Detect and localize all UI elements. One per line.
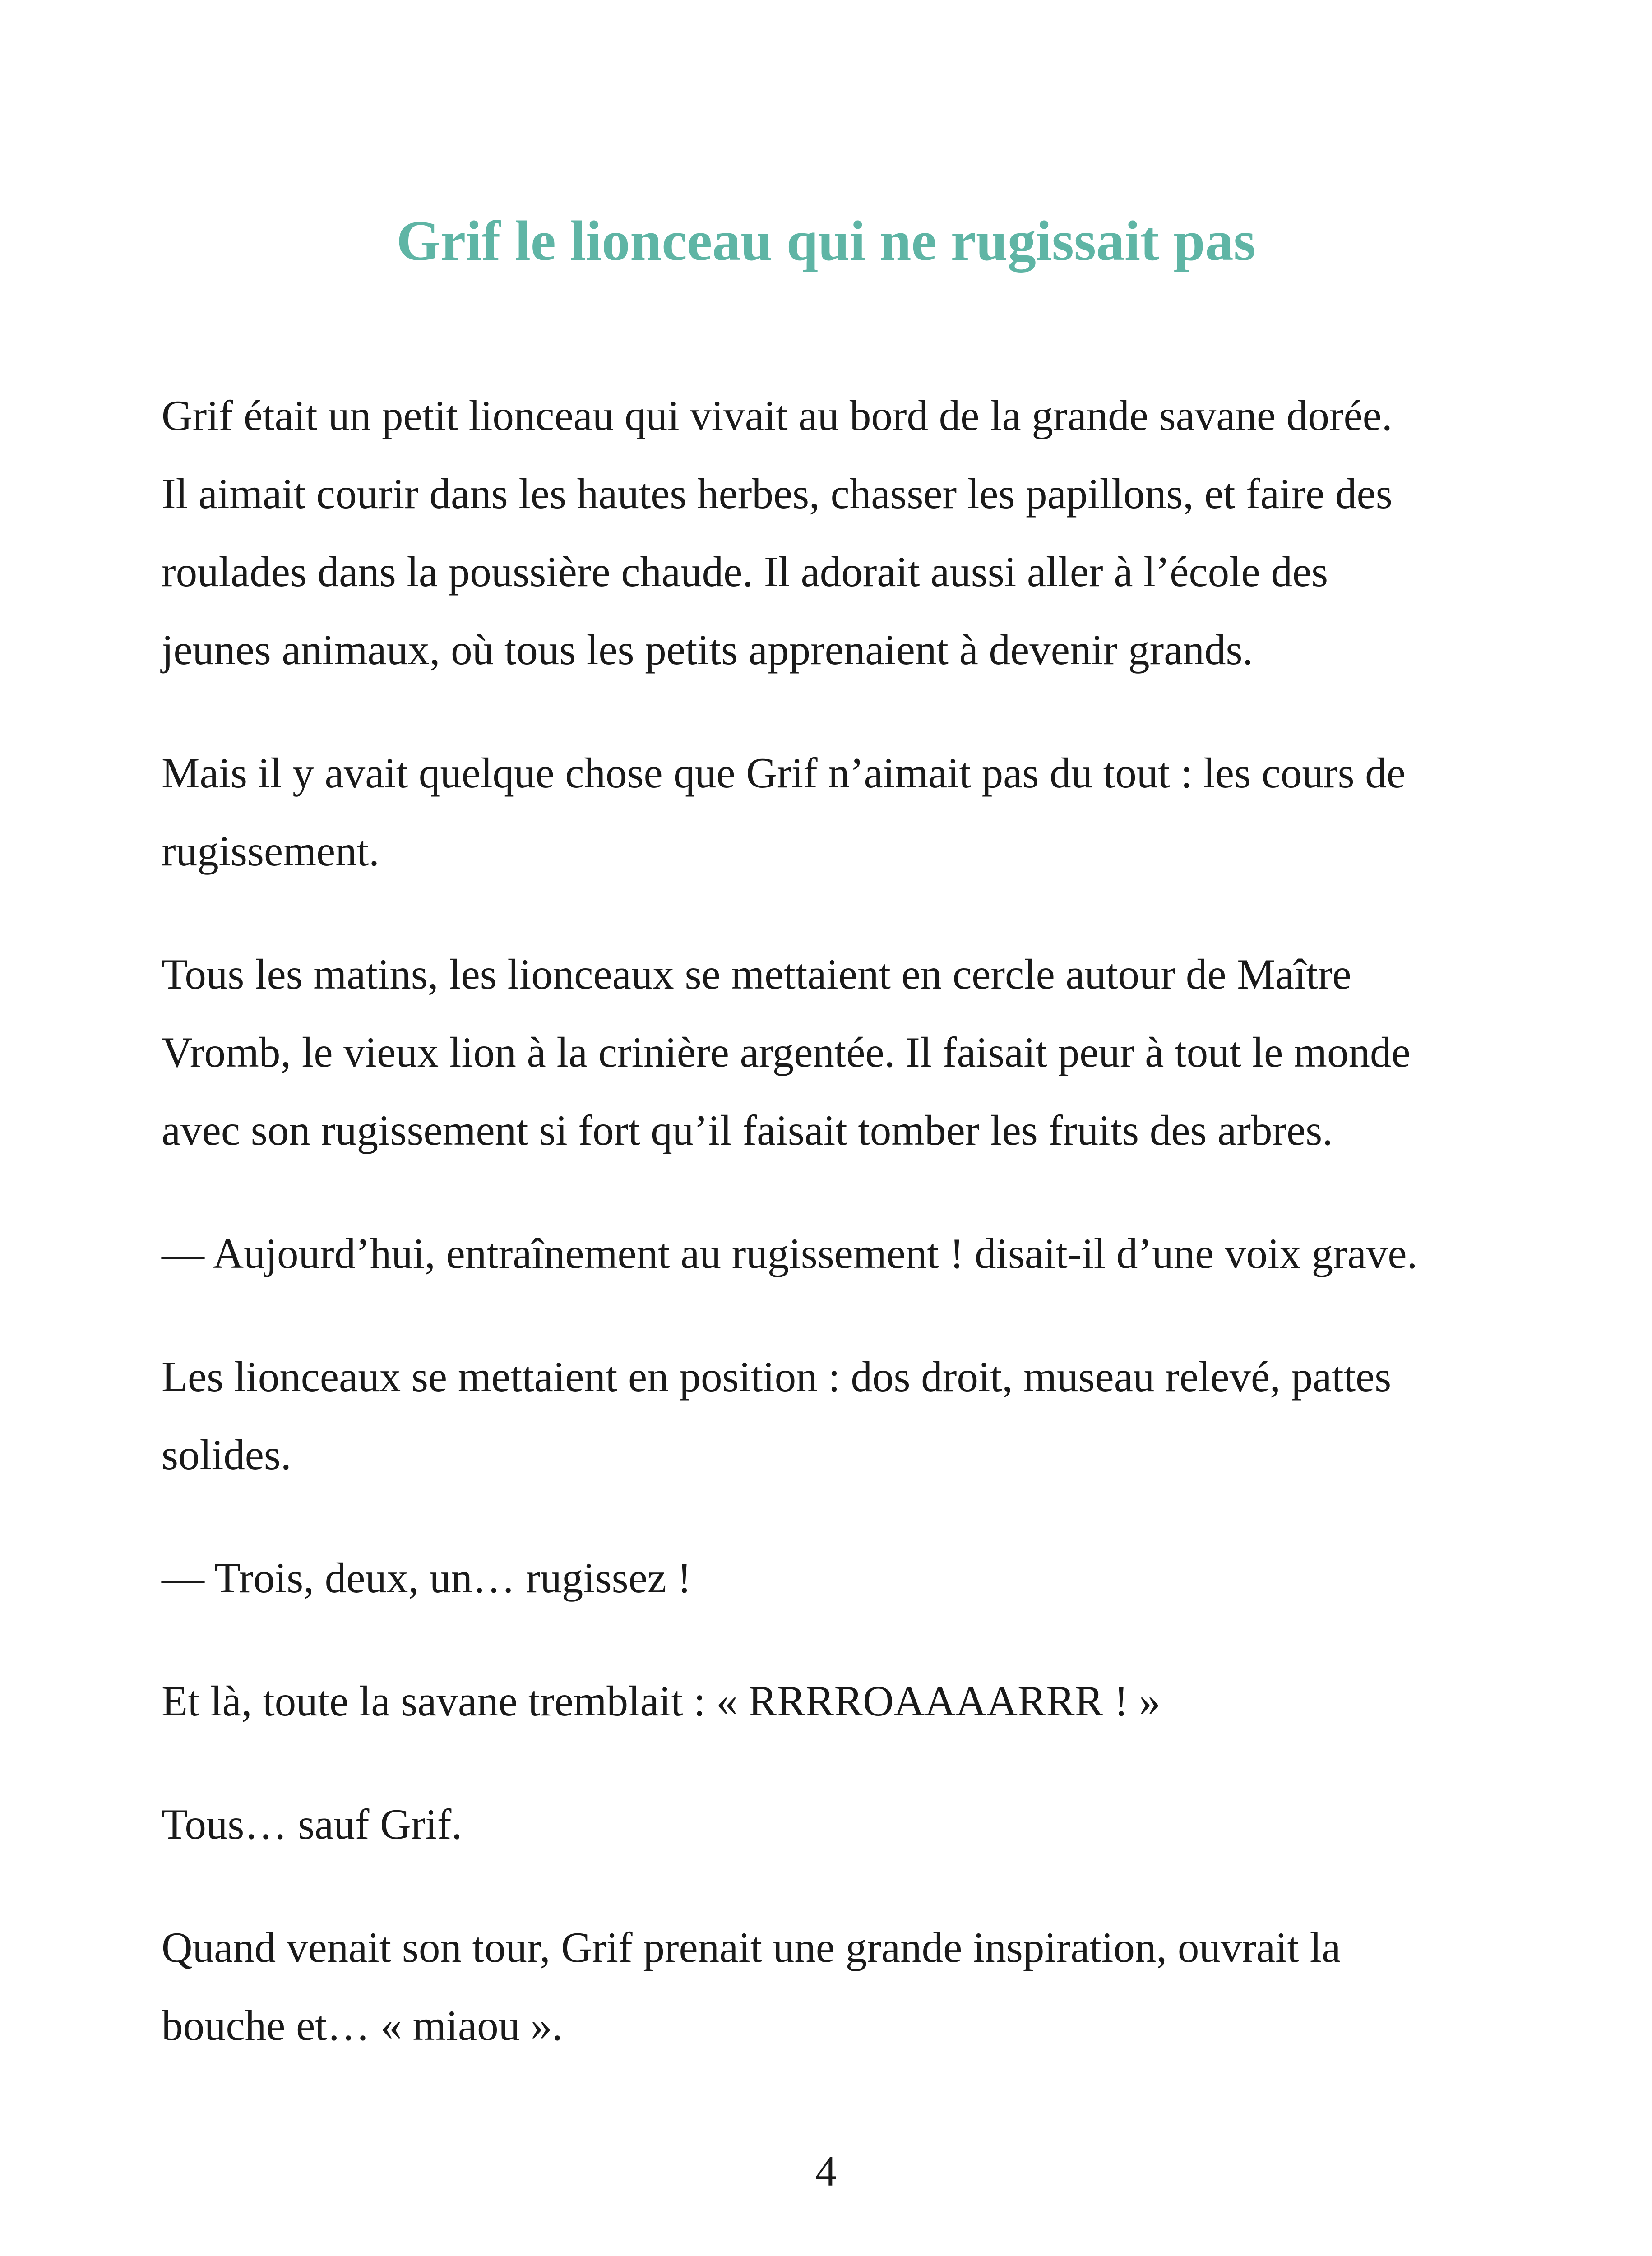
text-line: — Aujourd’hui, entraînement au rugissement ! disait-il d’une voix grave. xyxy=(162,1230,1418,1277)
text-line: Les lionceaux se mettaient en position : dos droit, museau relevé, pattes xyxy=(162,1353,1392,1401)
text-line: Et là, toute la savane tremblait : « RRRROAAAARRR ! » xyxy=(162,1677,1161,1725)
story-title: Grif le lionceau qui ne rugissait pas xyxy=(396,210,1256,273)
text-line: avec son rugissement si fort qu’il faisait tomber les fruits des arbres. xyxy=(162,1106,1333,1154)
paragraph-7 xyxy=(162,1662,1511,1740)
paragraph-9 xyxy=(162,1909,1511,2065)
text-line: Quand venait son tour, Grif prenait une grande inspiration, ouvrait la xyxy=(162,1923,1341,1971)
paragraph-3 xyxy=(162,935,1511,1170)
text-line: jeunes animaux, où tous les petits apprenaient à devenir grands. xyxy=(162,626,1254,674)
paragraph-6-dialogue xyxy=(162,1539,1511,1617)
text-line: Il aimait courir dans les hautes herbes, chasser les papillons, et faire des xyxy=(162,470,1393,518)
paragraph-2 xyxy=(162,734,1511,890)
text-line: bouche et… « miaou ». xyxy=(162,2002,563,2049)
paragraph-1 xyxy=(162,377,1511,689)
text-line: Vromb, le vieux lion à la crinière argentée. Il faisait peur à tout le monde xyxy=(162,1028,1411,1076)
text-line: Mais il y avait quelque chose que Grif n’aimait pas du tout : les cours de xyxy=(162,749,1406,797)
text-line: roulades dans la poussière chaude. Il adorait aussi aller à l’école des xyxy=(162,548,1328,596)
text-line: Grif était un petit lionceau qui vivait au bord de la grande savane dorée. xyxy=(162,392,1393,439)
story-body xyxy=(162,377,1511,2110)
paragraph-5 xyxy=(162,1338,1511,1494)
text-line: rugissement. xyxy=(162,827,379,875)
page-number: 4 xyxy=(815,2147,837,2195)
text-line: Tous… sauf Grif. xyxy=(162,1800,463,1848)
paragraph-8 xyxy=(162,1785,1511,1863)
text-line: solides. xyxy=(162,1431,292,1479)
text-line: — Trois, deux, un… rugissez ! xyxy=(162,1554,692,1602)
paragraph-4-dialogue xyxy=(162,1215,1511,1293)
text-line: Tous les matins, les lionceaux se mettaient en cercle autour de Maître xyxy=(162,950,1351,998)
